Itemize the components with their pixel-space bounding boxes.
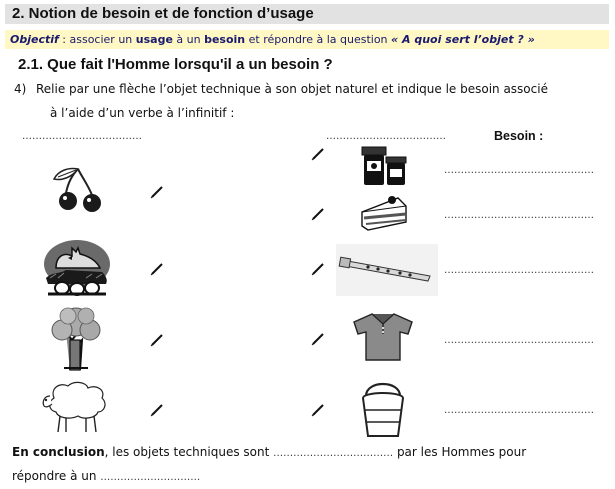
polo-shirt-icon bbox=[350, 312, 416, 362]
pencil-marker-icon[interactable] bbox=[311, 262, 325, 276]
besoin-blank-5[interactable]: ……………………………………… bbox=[444, 405, 594, 416]
objective-text-3: et répondre à la question bbox=[245, 33, 392, 46]
pencil-marker-icon[interactable] bbox=[311, 147, 325, 161]
objective-besoin: besoin bbox=[204, 33, 246, 46]
objective-usage: usage bbox=[135, 33, 173, 46]
objective-text bbox=[10, 31, 535, 48]
besoin-header: Besoin : bbox=[494, 129, 544, 143]
conclusion-line-1 bbox=[12, 443, 526, 461]
sheep-icon bbox=[40, 378, 112, 436]
conclusion-blank-2[interactable]: ………………………… bbox=[100, 472, 201, 483]
conclusion-blank-1[interactable]: ……………………………… bbox=[273, 448, 394, 459]
jam-jars-icon bbox=[360, 145, 410, 187]
besoin-blank-4[interactable]: ……………………………………… bbox=[444, 335, 594, 346]
pencil-marker-icon[interactable] bbox=[311, 403, 325, 417]
left-column-blank[interactable]: ……………………………… bbox=[22, 131, 142, 142]
pencil-marker-icon[interactable] bbox=[150, 185, 164, 199]
instruction-line-1: Relie par une flèche l’objet technique à son objet naturel et indique le besoin associé bbox=[36, 82, 548, 96]
objective-text-1: : associer un bbox=[58, 33, 136, 46]
middle-column-blank[interactable]: ……………………………… bbox=[326, 131, 446, 142]
conclusion-bold: En conclusion bbox=[12, 445, 105, 459]
besoin-blank-1[interactable]: ……………………………………… bbox=[444, 165, 594, 176]
pencil-marker-icon[interactable] bbox=[150, 333, 164, 347]
besoin-blank-2[interactable]: ……………………………………… bbox=[444, 210, 594, 221]
besoin-blank-3[interactable]: ……………………………………… bbox=[444, 265, 594, 276]
pencil-marker-icon[interactable] bbox=[311, 207, 325, 221]
cherries-icon bbox=[50, 165, 110, 215]
conclusion-text-3: répondre à un bbox=[12, 469, 101, 483]
conclusion-line-2 bbox=[12, 467, 200, 485]
flute-icon bbox=[338, 254, 436, 284]
hen-icon bbox=[42, 238, 112, 298]
conclusion-text-2: par les Hommes pour bbox=[393, 445, 527, 459]
subsection-title: 2.1. Que fait l'Homme lorsqu'il a un besoin ? bbox=[18, 56, 333, 73]
section-title: 2. Notion de besoin et de fonction d’usage bbox=[12, 5, 314, 22]
conclusion-text-1: , les objets techniques sont bbox=[104, 445, 274, 459]
objective-text-2: à un bbox=[172, 33, 205, 46]
instruction-number: 4) bbox=[14, 82, 27, 96]
tree-icon bbox=[46, 304, 106, 372]
pencil-marker-icon[interactable] bbox=[150, 262, 164, 276]
bucket-icon bbox=[358, 376, 408, 440]
pencil-marker-icon[interactable] bbox=[150, 403, 164, 417]
objective-keyword: Objectif bbox=[10, 33, 59, 46]
pencil-marker-icon[interactable] bbox=[311, 332, 325, 346]
cake-slice-icon bbox=[358, 192, 410, 234]
instruction-line-2: à l’aide d’un verbe à l’infinitif : bbox=[50, 106, 235, 120]
objective-question: « A quoi sert l’objet ? » bbox=[391, 33, 535, 46]
